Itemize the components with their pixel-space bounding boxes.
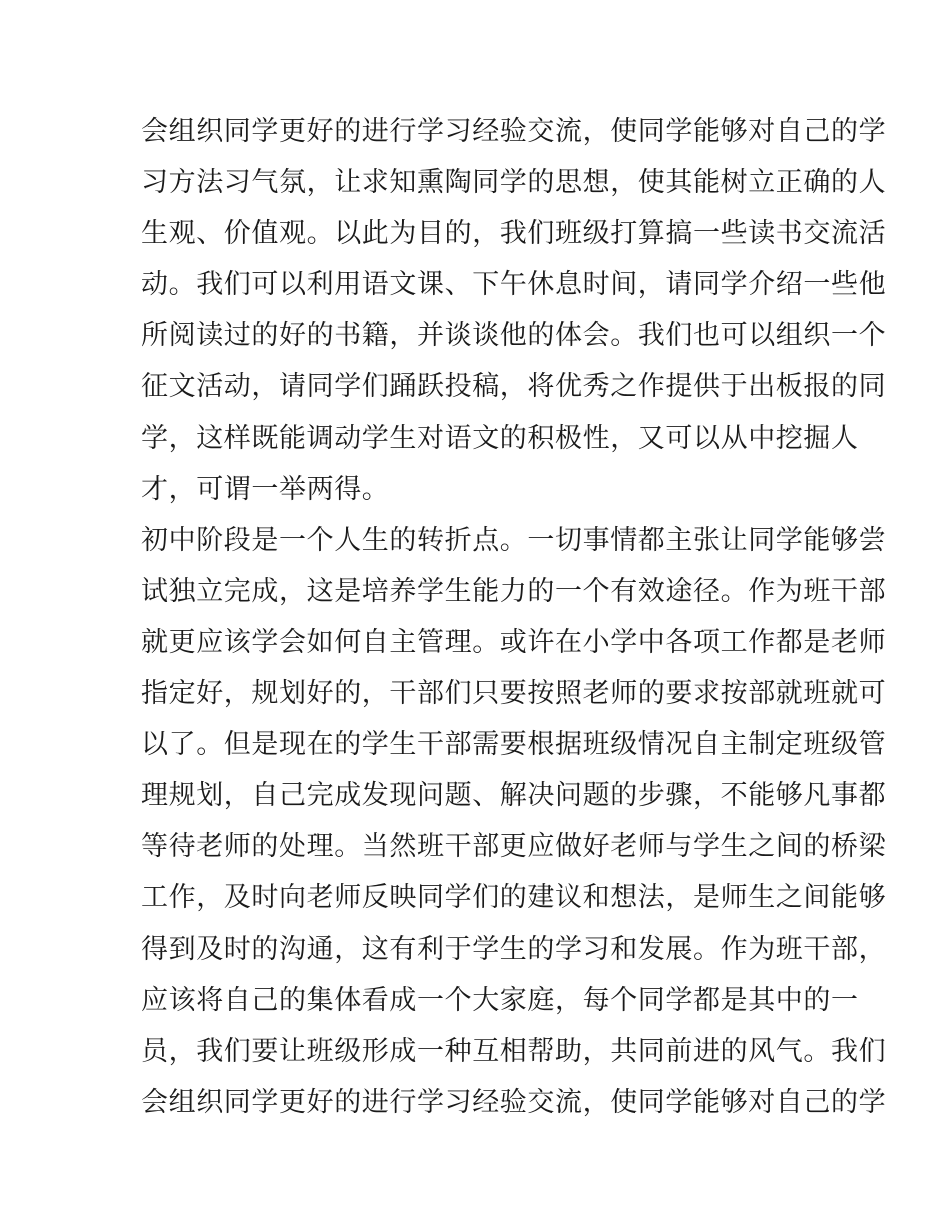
- text-line: 会组织同学更好的进行学习经验交流，使同学能够对自己的学: [141, 116, 887, 147]
- text-line: 习方法习气氛，让求知熏陶同学的思想，使其能树立正确的人: [141, 167, 887, 199]
- text-line: 员，我们要让班级形成一种互相帮助，共同前进的风气。我们: [141, 1035, 887, 1067]
- text-line: 所阅读过的好的书籍，并谈谈他的体会。我们也可以组织一个: [141, 320, 887, 352]
- text-line: 征文活动，请同学们踊跃投稿，将优秀之作提供于出板报的同: [141, 371, 887, 403]
- text-line: 会组织同学更好的进行学习经验交流，使同学能够对自己的学: [141, 1086, 887, 1118]
- text-line: 初中阶段是一个人生的转折点。一切事情都主张让同学能够尝: [141, 524, 887, 556]
- body-text: [141, 106, 887, 1128]
- text-line: 指定好，规划好的，干部们只要按照老师的要求按部就班就可: [141, 678, 887, 710]
- text-line: 生观、价值观。以此为目的，我们班级打算搞一些读书交流活: [141, 218, 887, 250]
- text-line: 动。我们可以利用语文课、下午休息时间，请同学介绍一些他: [141, 269, 887, 301]
- text-line: 就更应该学会如何自主管理。或许在小学中各项工作都是老师: [141, 626, 887, 658]
- text-line: 应该将自己的集体看成一个大家庭，每个同学都是其中的一: [141, 984, 859, 1016]
- text-line: 理规划，自己完成发现问题、解决问题的步骤，不能够凡事都: [141, 780, 887, 812]
- text-line: 工作，及时向老师反映同学们的建议和想法，是师生之间能够: [141, 882, 887, 914]
- text-line: 学，这样既能调动学生对语文的积极性，又可以从中挖掘人: [141, 422, 859, 454]
- text-line: 等待老师的处理。当然班干部更应做好老师与学生之间的桥梁: [141, 831, 887, 863]
- text-line: 才，可谓一举两得。: [141, 473, 390, 505]
- text-line: 以了。但是现在的学生干部需要根据班级情况自主制定班级管: [141, 729, 887, 761]
- text-line: 得到及时的沟通，这有利于学生的学习和发展。作为班干部，: [141, 933, 887, 965]
- text-line: 试独立完成，这是培养学生能力的一个有效途径。作为班干部: [141, 575, 887, 607]
